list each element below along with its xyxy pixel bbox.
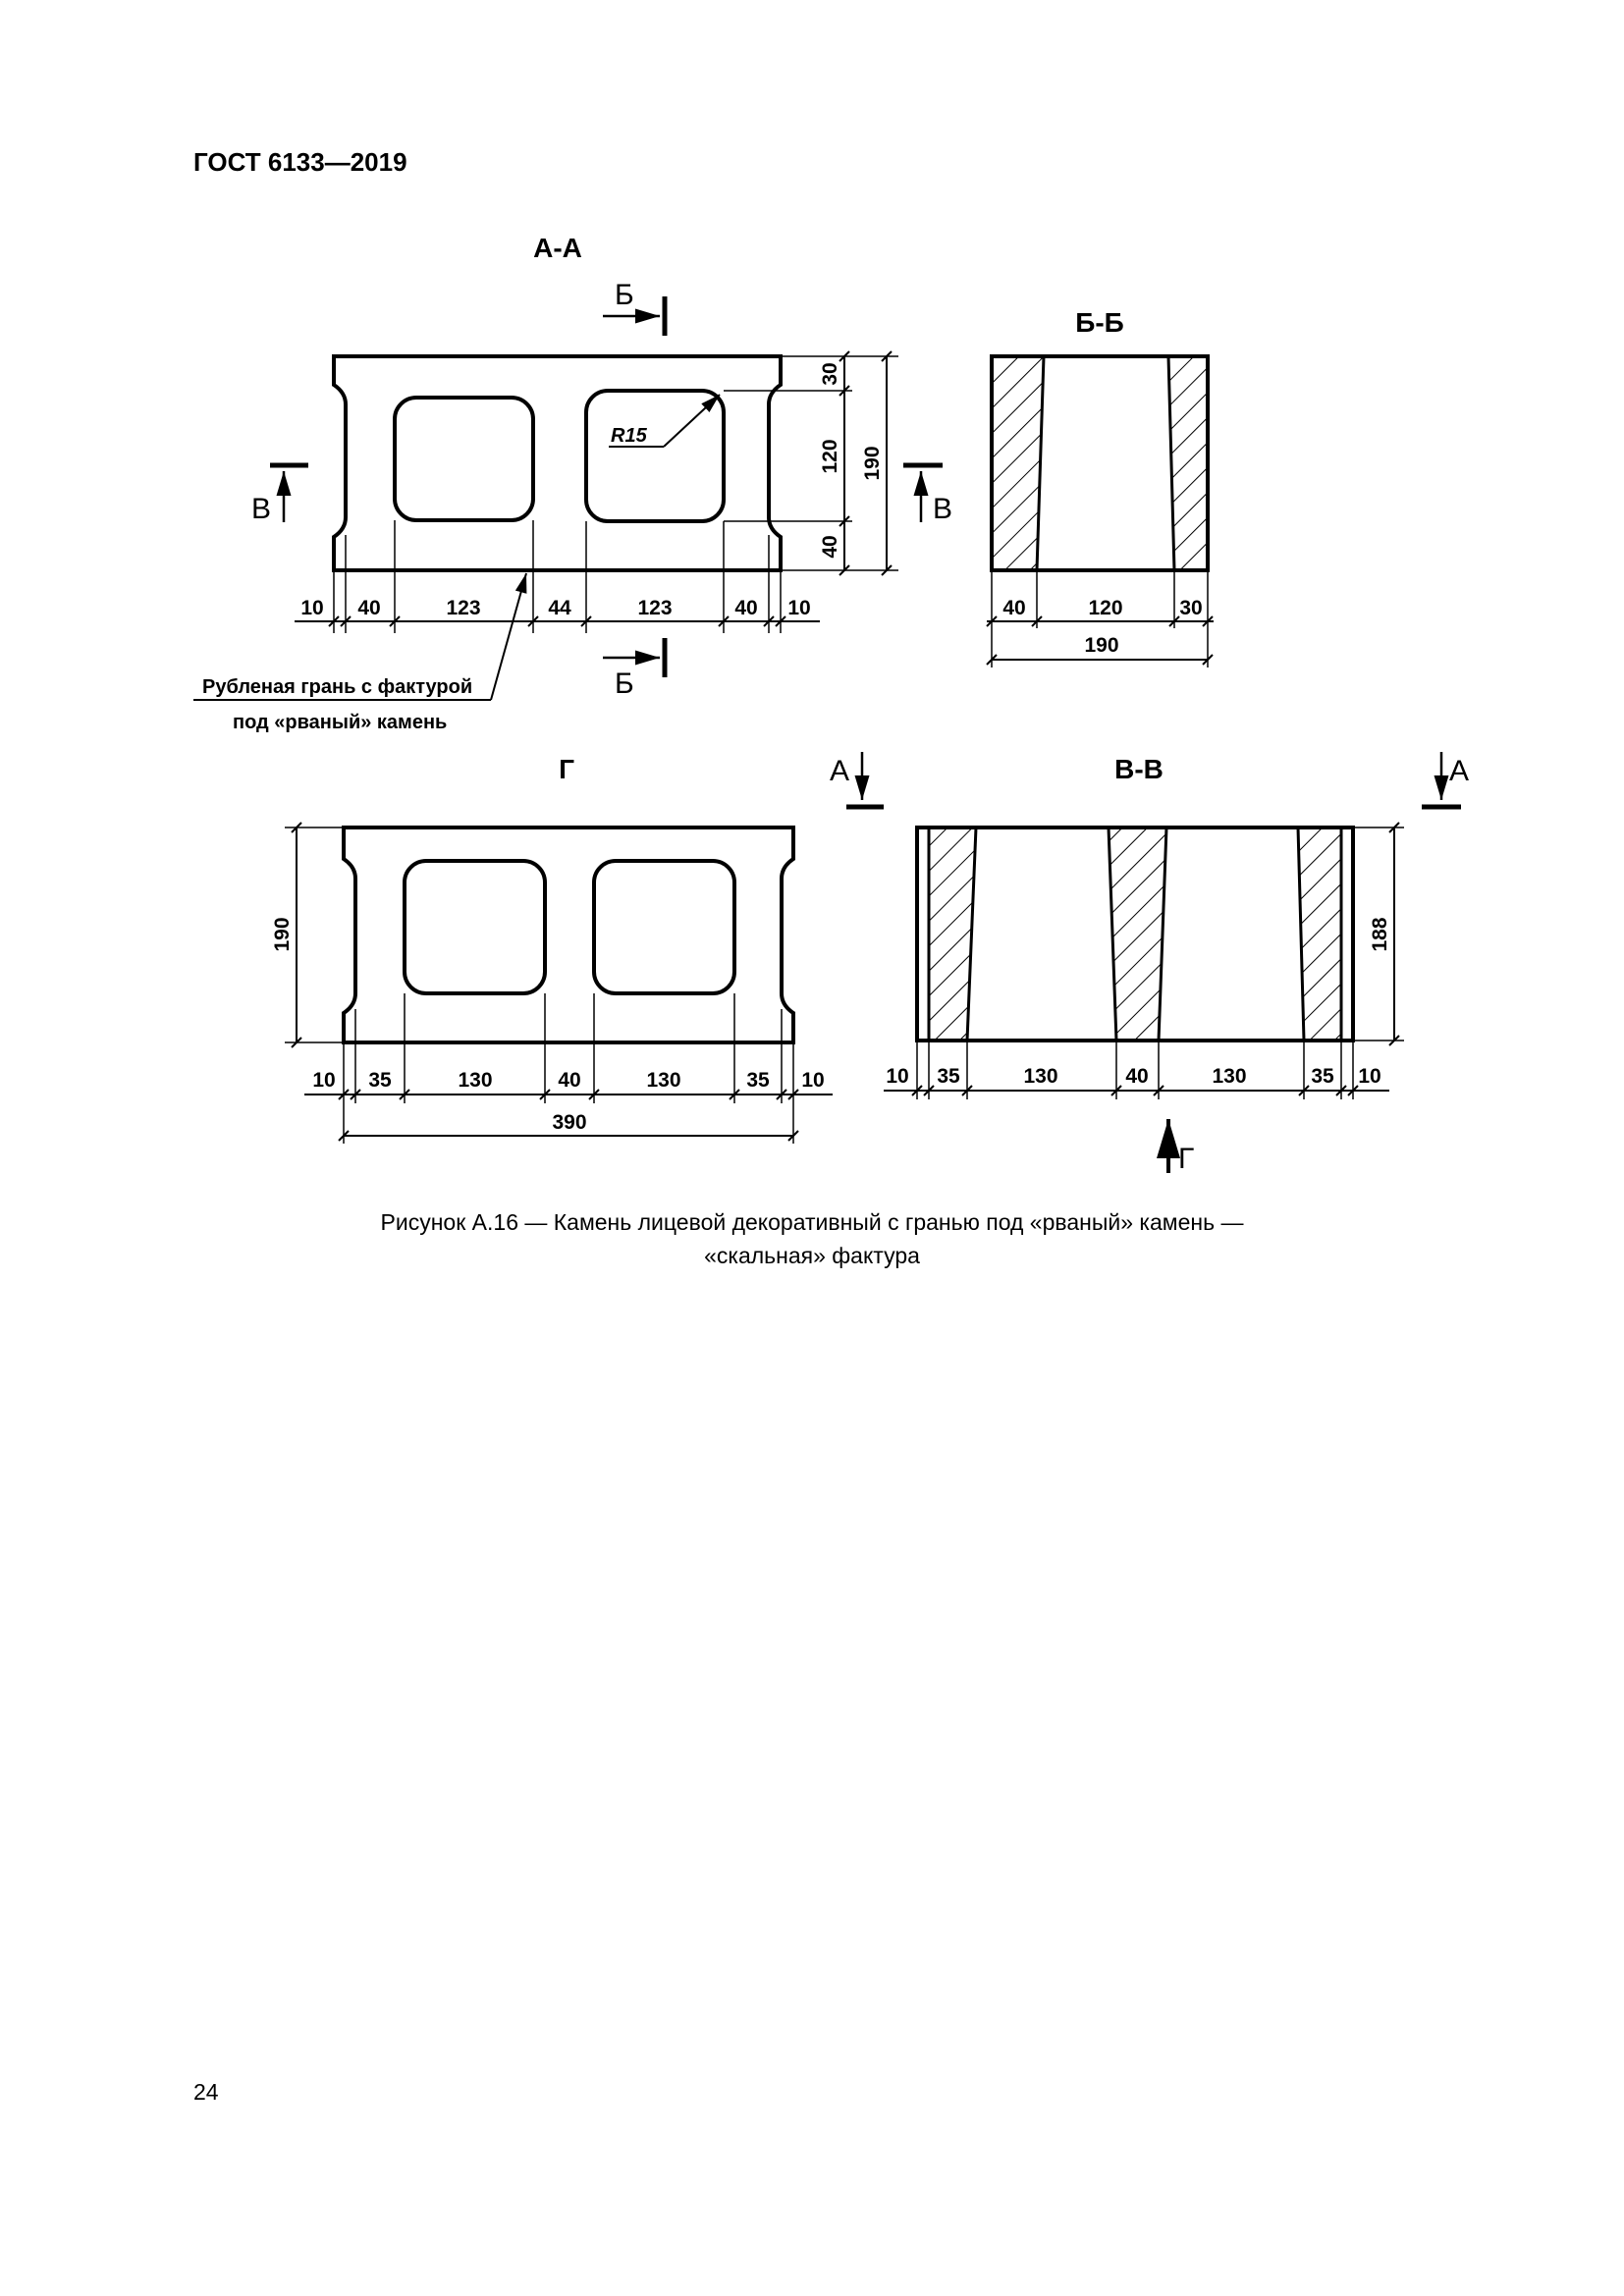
vv-dim-5: 130 — [1212, 1065, 1247, 1088]
void-left-g — [405, 861, 545, 993]
aa-dim-2: 40 — [357, 597, 381, 619]
cut-a-left: А — [830, 755, 850, 787]
vv-vdim-overall: 188 — [1369, 917, 1391, 952]
view-g-arrow-label: Г — [1178, 1143, 1195, 1175]
block-outline-aa — [334, 356, 781, 570]
cut-v-right: В — [933, 493, 953, 525]
view-g — [271, 752, 884, 1144]
cut-b-top: Б — [615, 279, 634, 311]
aa-vdim-2: 120 — [819, 439, 841, 474]
figure-caption — [0, 1205, 1624, 1272]
view-bb — [987, 307, 1214, 667]
vv-dim-2: 35 — [937, 1065, 960, 1088]
vv-dim-1: 10 — [886, 1065, 909, 1088]
cut-a-right: А — [1449, 755, 1470, 787]
hatched-rib-right — [1298, 828, 1341, 1041]
aa-vdim-overall: 190 — [861, 446, 884, 481]
document-header: ГОСТ 6133—2019 — [193, 147, 407, 177]
view-g-title: Г — [559, 754, 574, 784]
note-line-1: Рубленая грань с фактурой — [202, 676, 473, 698]
vv-dim-7: 10 — [1358, 1065, 1381, 1088]
hatched-wall-left — [992, 356, 1044, 570]
g-vdim-overall: 190 — [271, 917, 294, 952]
bb-dim-1: 40 — [1002, 597, 1026, 619]
aa-dim-7: 10 — [787, 597, 811, 619]
aa-dim-6: 40 — [734, 597, 758, 619]
caption-line-1: Рисунок А.16 — Камень лицевой декоративный с гранью под «рваный» камень — — [380, 1209, 1244, 1235]
view-aa — [193, 233, 952, 733]
view-vv — [884, 752, 1469, 1175]
hatched-wall-right — [1168, 356, 1208, 570]
cut-b-bottom: Б — [615, 667, 634, 700]
g-dim-5: 130 — [646, 1069, 681, 1092]
g-dim-4: 40 — [558, 1069, 581, 1092]
vv-dim-3: 130 — [1023, 1065, 1058, 1088]
g-dim-1: 10 — [312, 1069, 336, 1092]
radius-label: R15 — [611, 425, 647, 447]
note-line-2: под «рваный» камень — [233, 712, 448, 733]
hatched-rib-middle — [1109, 828, 1166, 1041]
aa-dim-1: 10 — [300, 597, 324, 619]
view-vv-title: В-В — [1114, 754, 1164, 784]
aa-vdim-3: 40 — [819, 535, 841, 559]
g-dim-overall: 390 — [552, 1111, 587, 1134]
block-outline-g — [344, 828, 793, 1042]
view-bb-title: Б-Б — [1075, 307, 1124, 338]
hatched-rib-left — [929, 828, 976, 1041]
caption-line-2: «скальная» фактура — [704, 1243, 920, 1268]
g-dim-7: 10 — [801, 1069, 825, 1092]
aa-dim-5: 123 — [637, 597, 673, 619]
g-dim-2: 35 — [368, 1069, 392, 1092]
aa-dim-3: 123 — [446, 597, 481, 619]
bb-dim-overall: 190 — [1084, 634, 1119, 657]
aa-dim-4: 44 — [548, 597, 571, 619]
bb-dim-2: 120 — [1088, 597, 1123, 619]
page-number: 24 — [193, 2079, 219, 2105]
aa-vdim-1: 30 — [819, 362, 841, 386]
void-right-g — [594, 861, 734, 993]
g-dim-6: 35 — [746, 1069, 770, 1092]
vv-dim-4: 40 — [1125, 1065, 1149, 1088]
g-dim-3: 130 — [458, 1069, 493, 1092]
vv-dim-6: 35 — [1311, 1065, 1334, 1088]
void-left-aa — [395, 398, 533, 520]
view-aa-title: А-А — [533, 233, 582, 263]
cut-v-left: В — [251, 493, 272, 525]
bb-dim-3: 30 — [1179, 597, 1203, 619]
